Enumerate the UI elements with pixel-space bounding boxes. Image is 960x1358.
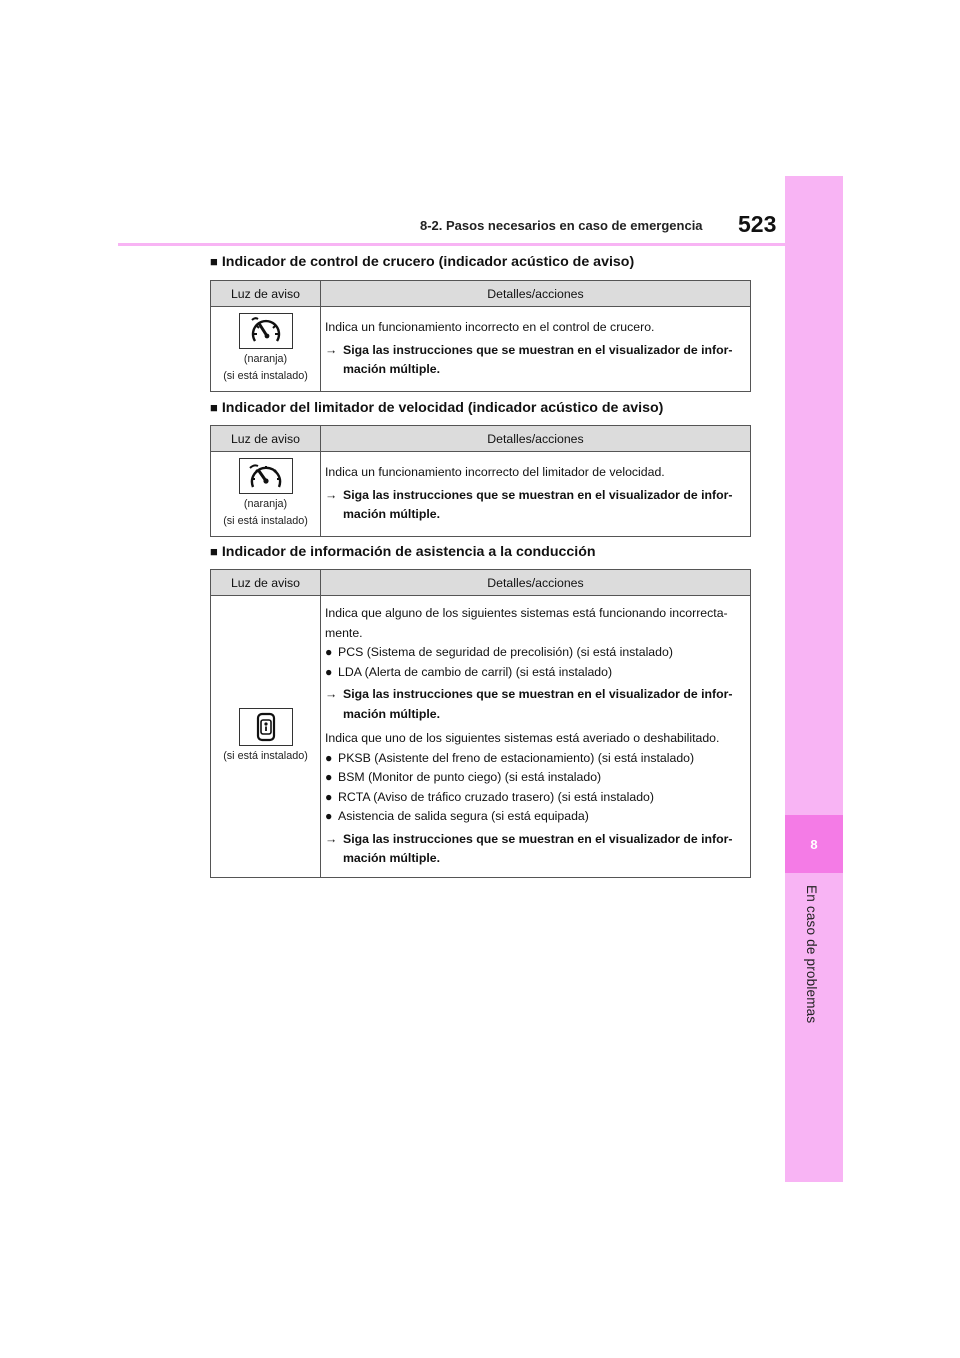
section-heading-text: Indicador de información de asistencia a la conducción	[221, 544, 596, 560]
description-text: Indica un funcionamiento incorrecto en el control de crucero.	[325, 320, 655, 335]
section-heading-text: Indicador del limitador de velocidad (indicador acústico de aviso)	[221, 400, 664, 416]
chapter-number-tab[interactable]: 8	[785, 815, 843, 873]
action-text: Siga las instrucciones que se muestran en el visualizador de infor- mación múltiple.	[343, 487, 733, 522]
bullet-dot-icon: ●	[325, 770, 333, 784]
action-text: Siga las instrucciones que se muestran en el visualizador de infor- mación múltiple.	[343, 831, 733, 865]
warning-light-cell	[211, 596, 321, 878]
description-text: Indica que alguno de los siguientes sistemas está funcionando incorrecta- mente.	[325, 606, 728, 640]
icon-install-caption: (si está instalado)	[223, 370, 308, 382]
icon-install-caption: (si está instalado)	[223, 749, 308, 762]
list-item-text: LDA (Alerta de cambio de carril) (si está instalado)	[338, 664, 613, 679]
warning-light-cell	[211, 307, 321, 392]
list-item	[325, 749, 746, 769]
warning-table-driving-assist	[210, 569, 751, 878]
section-heading-cruise-control	[210, 254, 634, 270]
chapter-label: En caso de problemas	[804, 885, 819, 1024]
bullet-dot-icon: ●	[325, 789, 333, 804]
cruise-control-warning-icon	[239, 313, 293, 349]
list-item	[325, 768, 746, 788]
arrow-right-icon: →	[325, 487, 338, 502]
action-step	[325, 685, 746, 724]
section-heading-speed-limiter	[210, 400, 663, 416]
section-header-title: 8-2. Pasos necesarios en caso de emergencia	[420, 218, 703, 233]
col-header-details: Detalles/acciones	[321, 570, 751, 596]
list-item-text: PKSB (Asistente del freno de estacionamiento) (si está instalado)	[338, 750, 695, 765]
col-header-details: Detalles/acciones	[321, 426, 751, 452]
list-item	[325, 663, 746, 683]
col-header-light: Luz de aviso	[211, 426, 321, 452]
action-text: Siga las instrucciones que se muestran en el visualizador de infor- mación múltiple.	[343, 687, 733, 721]
description-text: Indica un funcionamiento incorrecto del limitador de velocidad.	[325, 465, 665, 480]
action-step	[325, 341, 746, 380]
section-heading-driving-assist	[210, 544, 596, 560]
driving-assist-warning-icon	[239, 708, 293, 746]
list-item-text: BSM (Monitor de punto ciego) (si está instalado)	[338, 770, 602, 784]
list-item	[325, 788, 746, 808]
action-text: Siga las instrucciones que se muestran en el visualizador de infor- mación múltiple.	[343, 342, 733, 377]
list-item	[325, 643, 746, 663]
icon-install-caption: (si está instalado)	[223, 515, 308, 527]
square-bullet-icon: ■	[210, 254, 218, 269]
col-header-light: Luz de aviso	[211, 570, 321, 596]
col-header-light: Luz de aviso	[211, 281, 321, 307]
action-step	[325, 830, 746, 869]
warning-table-speed-limiter	[210, 425, 751, 537]
details-cell	[321, 452, 751, 537]
warning-table-cruise-control	[210, 280, 751, 392]
list-item-text: PCS (Sistema de seguridad de precolisión) (si está instalado)	[338, 645, 673, 659]
arrow-right-icon: →	[325, 342, 338, 357]
icon-color-caption: (naranja)	[243, 498, 288, 510]
speed-limiter-warning-icon	[239, 458, 293, 494]
section-heading-text: Indicador de control de crucero (indicador acústico de aviso)	[221, 254, 635, 270]
bullet-dot-icon: ●	[325, 645, 333, 659]
bullet-dot-icon: ●	[325, 809, 333, 823]
col-header-details: Detalles/acciones	[321, 281, 751, 307]
description-text: Indica que uno de los siguientes sistemas está averiado o deshabilitado.	[325, 731, 720, 745]
details-cell	[321, 596, 751, 878]
action-step	[325, 486, 746, 525]
icon-color-caption: (naranja)	[243, 353, 288, 365]
arrow-right-icon: →	[325, 831, 338, 846]
arrow-right-icon: →	[325, 687, 338, 701]
warning-light-cell	[211, 452, 321, 537]
list-item	[325, 807, 746, 827]
bullet-dot-icon: ●	[325, 750, 333, 765]
list-item-text: Asistencia de salida segura (si está equipada)	[338, 809, 589, 823]
details-cell	[321, 307, 751, 392]
list-item-text: RCTA (Aviso de tráfico cruzado trasero) (si está instalado)	[338, 789, 654, 804]
chapter-side-strip	[785, 176, 843, 1182]
square-bullet-icon: ■	[210, 400, 218, 415]
header-divider	[118, 243, 785, 246]
page-number: 523	[738, 211, 777, 237]
bullet-dot-icon: ●	[325, 664, 333, 679]
square-bullet-icon: ■	[210, 544, 218, 559]
